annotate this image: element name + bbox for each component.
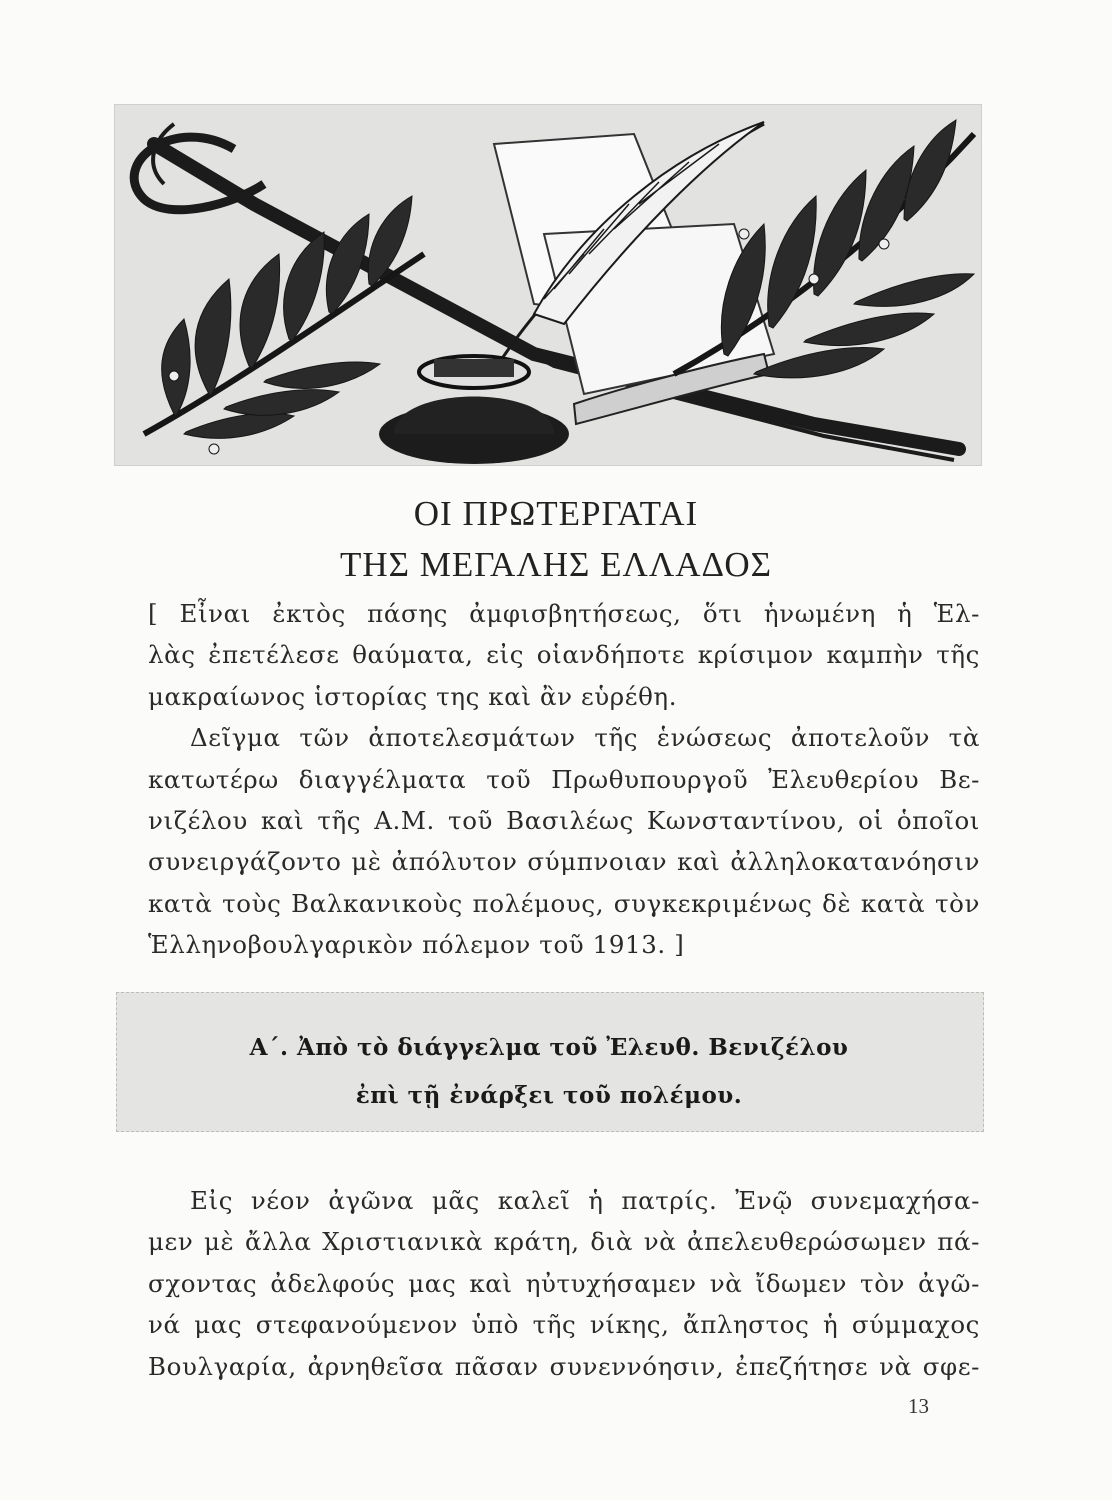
section-heading-line2: ἐπὶ τῇ ἐνάρξει τοῦ πολέμου. [355,1082,743,1109]
intro-line: μακραίωνος ἱστορίας της καὶ ἂν εὑρέθη. [148,681,678,711]
intro-line: κατωτέρω διαγγέλματα τοῦ Πρωθυπουργοῦ Ἐλευθερίου Βε- [148,764,980,794]
body-line: Εἰς νέον ἀγῶνα μᾶς καλεῖ ἡ πατρίς. Ἐνῷ συνεμαχήσα- [190,1186,980,1215]
page-title-line2: ΤΗΣ ΜΕΓΑΛΗΣ ΕΛΛΑΔΟΣ [339,545,773,584]
section-heading-box [116,992,984,1132]
page-title-line1: ΟΙ ΠΡΩΤΕΡΓΑΤΑΙ [413,494,699,533]
body-line: Βουλγαρία, ἀρνηθεῖσα πᾶσαν συνεννόησιν, ἐπεζήτησε νὰ σφε- [148,1351,980,1381]
inkwell-icon [379,356,569,464]
intro-line: Δεῖγμα τῶν ἀποτελεσμάτων τῆς ἑνώσεως ἀποτελοῦν τὰ [190,723,980,753]
header-illustration [114,104,982,466]
engraving-graphic [114,104,982,466]
section-heading-line1: Α΄. Ἀπὸ τὸ διάγγελμα τοῦ Ἐλευθ. Βενιζέλου [249,1034,849,1061]
intro-line: συνειργάζοντο μὲ ἀπόλυτον σύμπνοιαν καὶ ἀλληλοκατανόησιν [148,847,980,877]
body-line: μεν μὲ ἄλλα Χριστιανικὰ κράτη, διὰ νὰ ἀπελευθερώσωμεν πά- [148,1227,980,1257]
intro-paragraph [148,593,980,966]
body-line: νά μας στεφανούμενον ὑπὸ τῆς νίκης, ἄπληστος ἡ σύμμαχος [148,1310,980,1340]
intro-line: Ἑλληνοβουλγαρικὸν πόλεμον τοῦ 1913. ] [148,930,685,960]
intro-line: κατὰ τοὺς Βαλκανικοὺς πολέμους, συγκεκριμένως δὲ κατὰ τὸν [148,888,980,918]
page-number: 13 [908,1394,929,1418]
body-line: σχοντας ἀδελφούς μας καὶ ηὐτυχήσαμεν νὰ ἴδωμεν τὸν ἀγῶ- [148,1268,980,1298]
intro-line: νιζέλου καὶ τῆς Α.Μ. τοῦ Βασιλέως Κωνσταντίνου, οἱ ὁποῖοι [148,805,980,835]
intro-line: λὰς ἐπετέλεσε θαύματα, εἰς οἱανδήποτε κρίσιμον καμπὴν τῆς [148,640,980,670]
intro-line: [ Εἶναι ἐκτὸς πάσης ἀμφισβητήσεως, ὅτι ἡνωμένη ἡ Ἑλ- [148,599,980,628]
left-palm-branch-icon [144,196,424,454]
body-paragraph [148,1180,980,1387]
